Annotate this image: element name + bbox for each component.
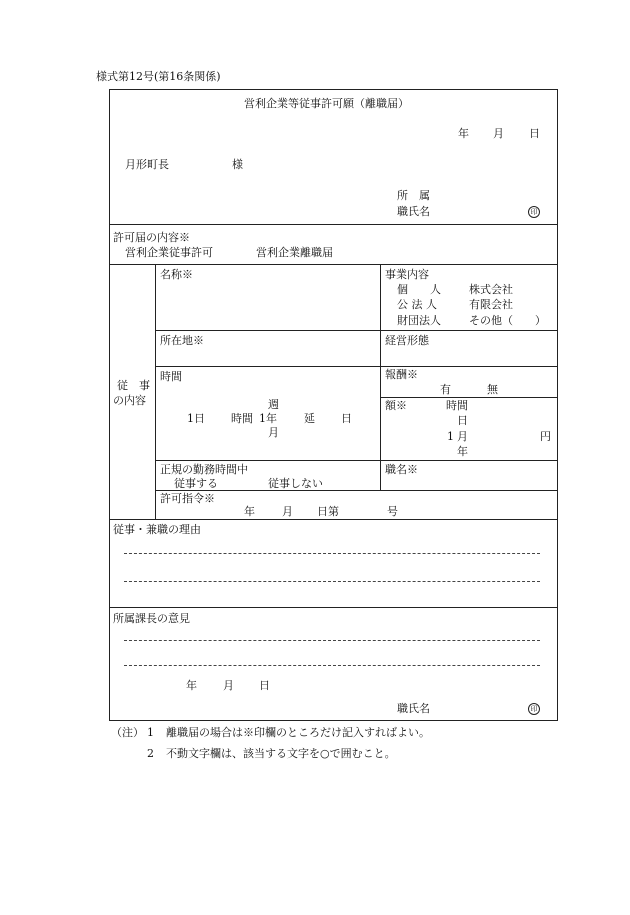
- note-2-number: 2: [147, 747, 154, 760]
- date-year: 年: [458, 127, 469, 140]
- rule-middle-divider: [380, 264, 381, 490]
- biz-corp: 株式会社: [469, 283, 513, 296]
- time-month: 月: [268, 426, 279, 439]
- rule-engagement-label-divider: [155, 264, 156, 519]
- time-day-1: 1日: [187, 412, 205, 425]
- rule-location-bottom: [155, 366, 558, 367]
- notes-label: （注）: [111, 726, 144, 739]
- permit-order-number: 号: [387, 505, 398, 518]
- opinion-name-label: 職氏名: [397, 702, 430, 715]
- biz-public: 公 法 人: [397, 298, 437, 311]
- biz-foundation: 財団法人: [397, 314, 441, 327]
- reward-yes: 有: [440, 383, 451, 396]
- opinion-year: 年: [186, 679, 197, 692]
- permit-order-day: 日第: [317, 505, 339, 518]
- date-month: 月: [493, 127, 504, 140]
- date-day: 日: [529, 127, 540, 140]
- location-label: 所在地※: [160, 334, 204, 347]
- management-label: 経営形態: [385, 334, 429, 347]
- note-2-text: 不動文字欄は、該当する文字を○で囲むこと。: [166, 747, 396, 760]
- form-frame: [109, 89, 558, 721]
- time-label: 時間: [160, 370, 182, 383]
- rule-content-bottom: [109, 264, 558, 265]
- rule-header-bottom: [109, 224, 558, 225]
- amount-hour: 時間: [446, 399, 468, 412]
- engagement-label-line1: 従 事: [117, 379, 150, 392]
- note-1-text: 離職届の場合は※印欄のところだけ記入すればよい。: [166, 726, 430, 739]
- opinion-line-1: [124, 640, 540, 641]
- opinion-label: 所属課長の意見: [113, 612, 190, 625]
- amount-year: 年: [457, 445, 468, 458]
- reason-label: 従事・兼職の理由: [113, 523, 201, 536]
- affiliation-label: 所 属: [397, 189, 430, 202]
- permit-order-month: 月: [282, 505, 293, 518]
- reward-label: 報酬※: [385, 368, 418, 381]
- note-1-number: 1: [147, 726, 154, 739]
- addressee: 月形町長: [125, 158, 169, 171]
- reason-line-2: [124, 581, 540, 582]
- reward-no: 無: [487, 383, 498, 396]
- engage-yes: 従事する: [174, 477, 218, 490]
- time-week: 週: [268, 398, 279, 411]
- permit-order-label: 許可指令※: [160, 492, 215, 505]
- honorific: 様: [232, 158, 243, 171]
- option-permit: 営利企業従事許可: [125, 246, 213, 259]
- time-total: 延: [304, 412, 315, 425]
- time-day: 日: [341, 412, 352, 425]
- amount-1: 1: [447, 430, 454, 443]
- biz-limited: 有限会社: [469, 298, 513, 311]
- permit-order-year: 年: [244, 505, 255, 518]
- opinion-seal-mark: 印: [528, 703, 540, 715]
- form-title: 営利企業等従事許可願（離職届）: [244, 97, 409, 110]
- regular-hours-label: 正規の勤務時間中: [160, 463, 248, 476]
- form-number: 様式第12号(第16条関係): [96, 70, 221, 83]
- seal-mark: 印: [528, 206, 540, 218]
- rule-reason-bottom: [109, 607, 558, 608]
- reason-line-1: [124, 553, 540, 554]
- name-label: 名称※: [160, 268, 193, 281]
- engagement-label-line2: の内容: [113, 394, 146, 407]
- position-name-label: 職氏名: [397, 205, 430, 218]
- biz-individual: 個 人: [397, 283, 441, 296]
- opinion-month: 月: [223, 679, 234, 692]
- biz-other: その他（ ）: [469, 314, 546, 327]
- job-title-label: 職名※: [385, 463, 418, 476]
- content-label: 許可届の内容※: [113, 231, 190, 244]
- opinion-line-2: [124, 665, 540, 666]
- rule-engagement-bottom: [109, 519, 558, 520]
- rule-time-bottom: [155, 460, 558, 461]
- engage-no: 従事しない: [268, 477, 323, 490]
- time-year-1: 1年: [259, 412, 277, 425]
- rule-name-bottom: [155, 330, 558, 331]
- amount-month: 月: [457, 430, 468, 443]
- rule-regular-bottom: [155, 490, 558, 491]
- opinion-day: 日: [259, 679, 270, 692]
- amount-day: 日: [457, 414, 468, 427]
- amount-label: 額※: [385, 399, 407, 412]
- option-resign: 営利企業離職届: [256, 246, 333, 259]
- business-label: 事業内容: [385, 268, 429, 281]
- rule-reward-bottom: [380, 397, 558, 398]
- amount-yen: 円: [540, 430, 551, 443]
- time-hours: 時間: [231, 412, 253, 425]
